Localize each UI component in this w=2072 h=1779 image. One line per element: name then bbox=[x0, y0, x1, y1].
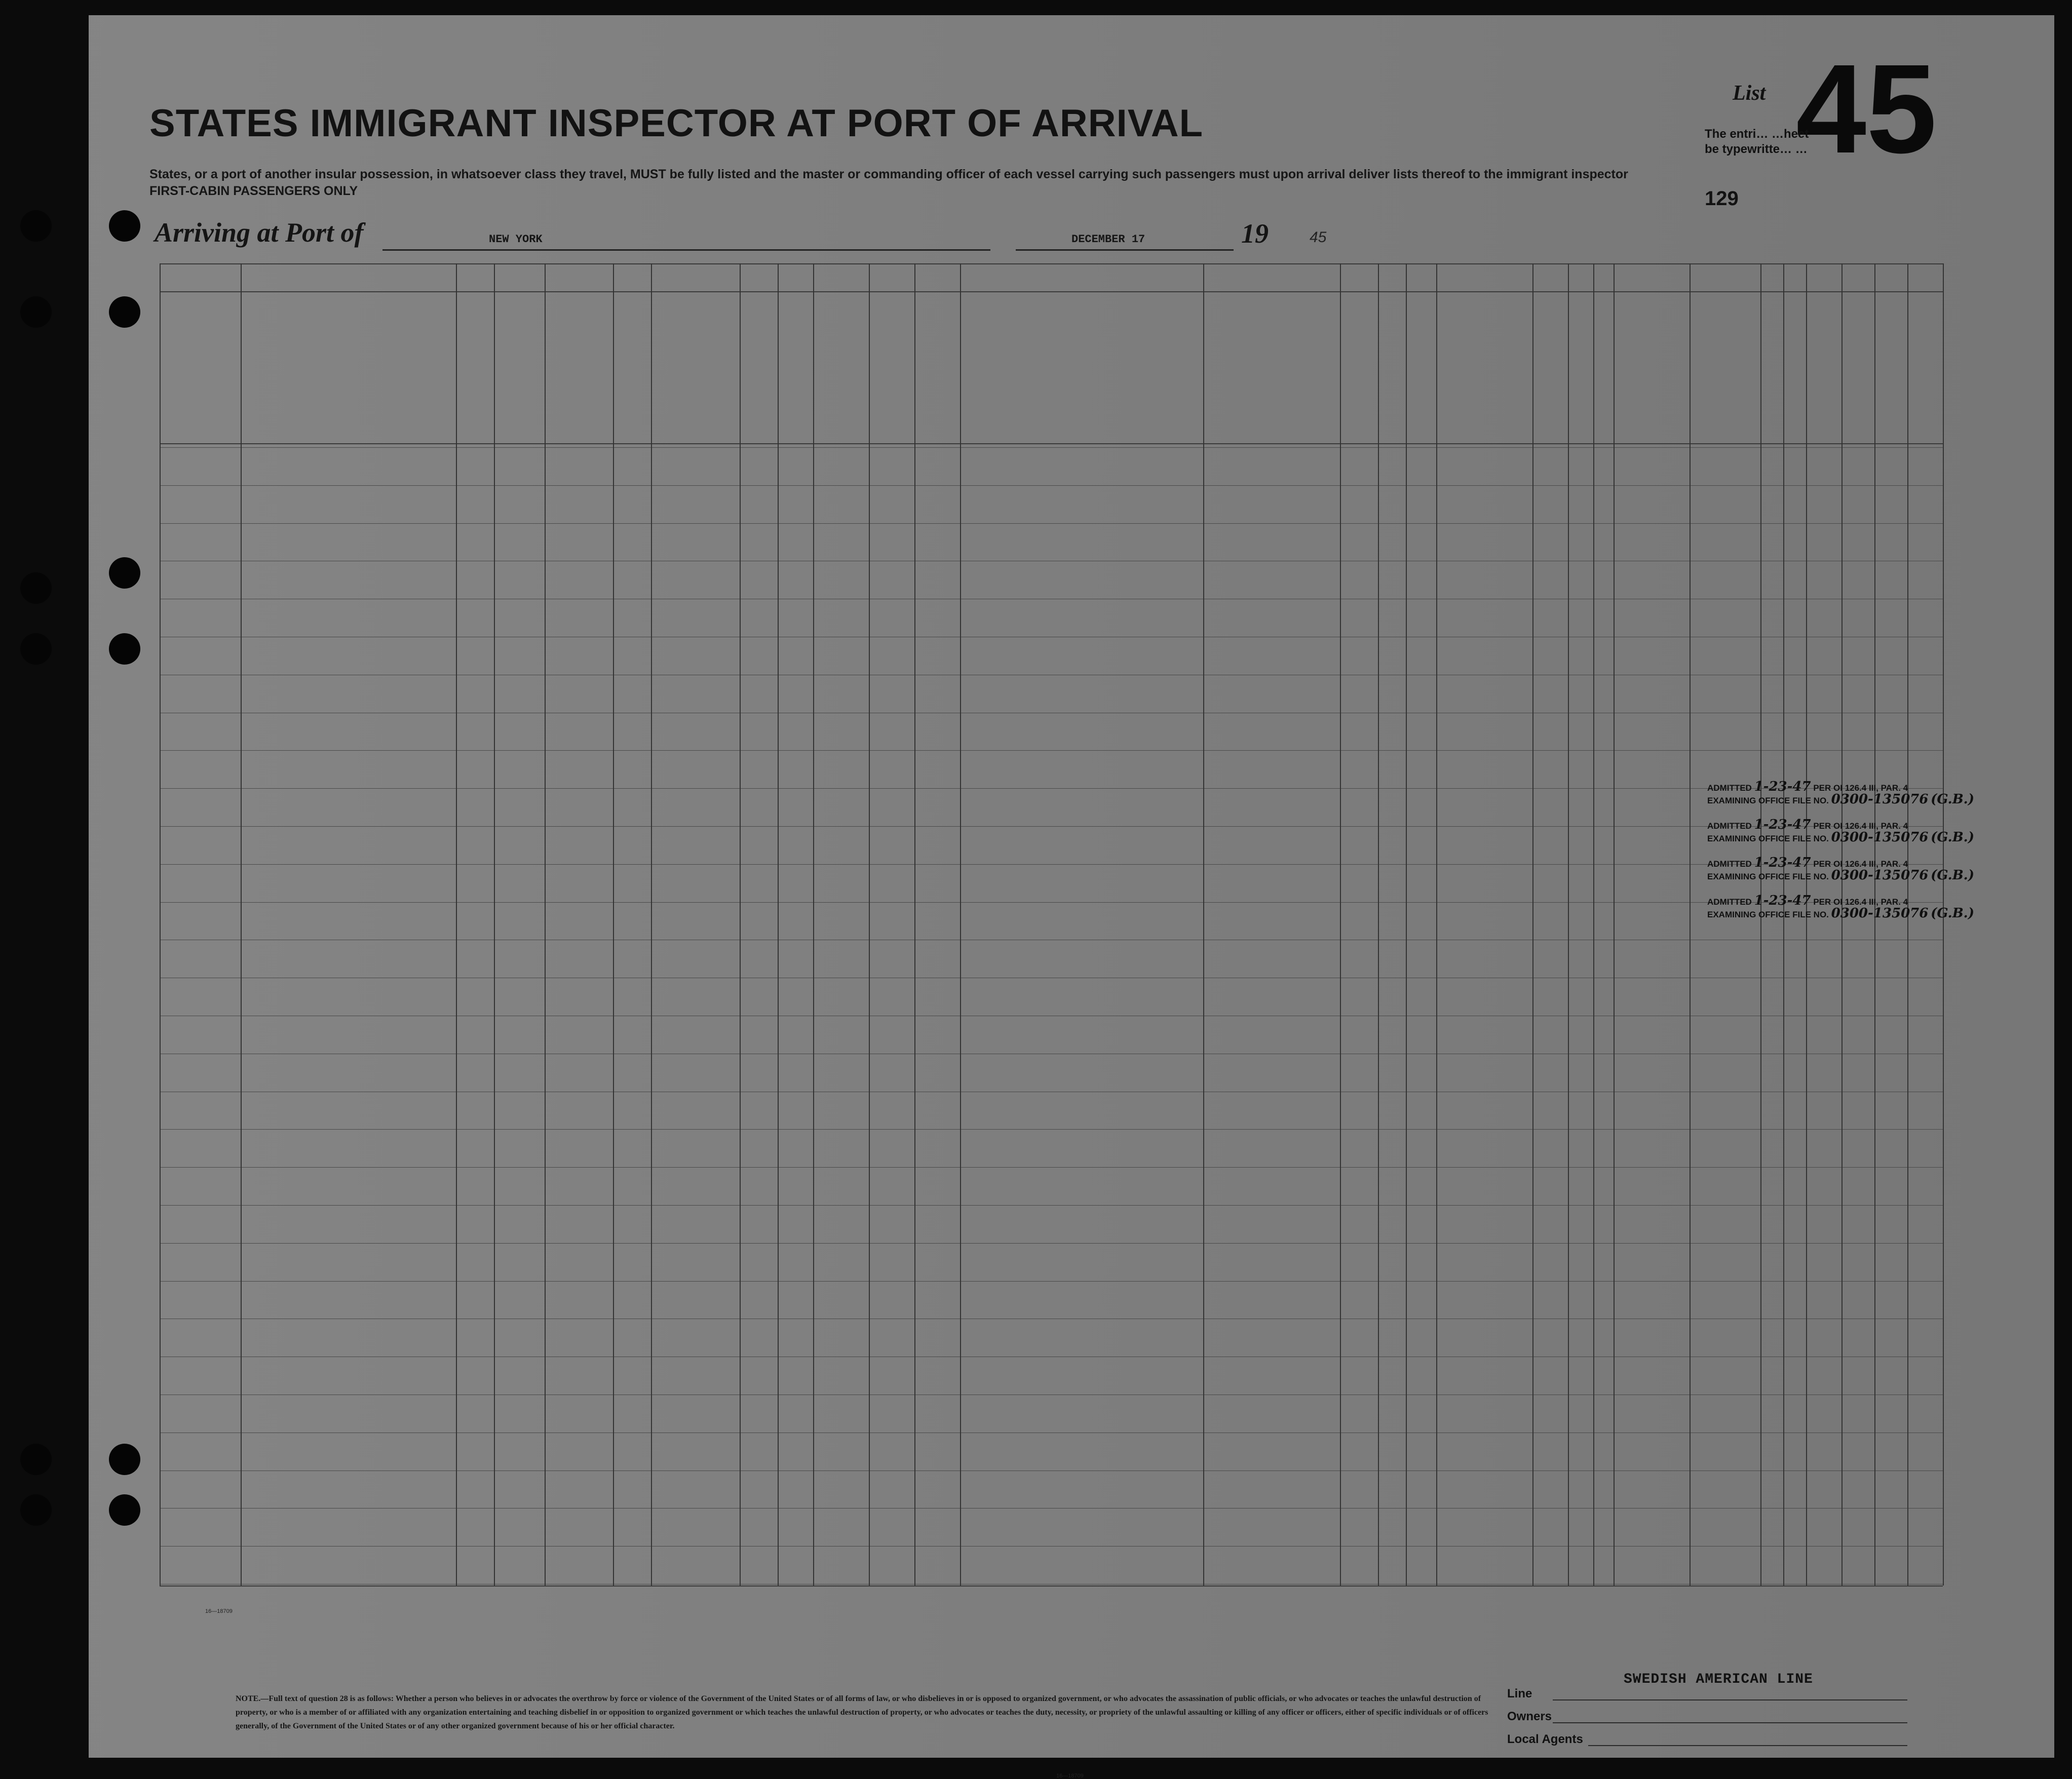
stamp-file: 0300-135076 bbox=[1831, 830, 1929, 845]
list-number: 45 bbox=[1796, 38, 1937, 179]
header-instructions: States, or a port of another insular possession, in whatsoever class they travel, MUST be fully listed and the master or commanding officer of each vessel carrying such passengers must upon arrival deliver lists thereof to the immigrant inspector bbox=[149, 167, 1628, 181]
admission-stamp bbox=[1707, 781, 1974, 806]
port-line bbox=[382, 249, 990, 251]
stamp-admitted: ADMITTED bbox=[1707, 859, 1752, 869]
grid-row-line bbox=[160, 750, 1943, 751]
binder-hole bbox=[20, 572, 52, 604]
stamp-initials: (G.B.) bbox=[1931, 867, 1975, 883]
binder-hole bbox=[109, 296, 140, 328]
binder-hole bbox=[109, 633, 140, 665]
header-class-note: FIRST-CABIN PASSENGERS ONLY bbox=[149, 184, 358, 198]
grid-vline bbox=[1593, 263, 1594, 1585]
list-label: List bbox=[1733, 82, 1766, 105]
local-agents-label: Local Agents bbox=[1507, 1732, 1583, 1746]
binder-hole bbox=[109, 1444, 140, 1475]
date-value: DECEMBER 17 bbox=[1071, 233, 1145, 246]
grid-row-line bbox=[160, 1508, 1943, 1509]
stamp-examining: EXAMINING OFFICE FILE NO. bbox=[1707, 909, 1829, 919]
stamp-per: PER OI 126.4 III, PAR. 4 bbox=[1813, 897, 1908, 907]
stamp-date: 1-23-47 bbox=[1754, 855, 1811, 870]
year-suffix: 45 bbox=[1310, 229, 1327, 246]
stamp-examining: EXAMINING OFFICE FILE NO. bbox=[1707, 834, 1829, 843]
stamp-per: PER OI 126.4 III, PAR. 4 bbox=[1813, 821, 1908, 831]
grid-vline bbox=[1340, 263, 1341, 1585]
form-code-left: 16—18709 bbox=[205, 1608, 233, 1614]
grid-vline bbox=[1760, 263, 1761, 1585]
page-title: STATES IMMIGRANT INSPECTOR AT PORT OF ARRIVAL bbox=[149, 102, 1204, 145]
grid-row-line bbox=[160, 523, 1943, 524]
binder-hole bbox=[20, 210, 52, 242]
grid-vline bbox=[1806, 263, 1807, 1585]
grid-vline bbox=[740, 263, 741, 1585]
grid-row-line bbox=[160, 1281, 1943, 1282]
form-code-right: 16—18709 bbox=[1056, 1773, 1084, 1779]
grid-row-line bbox=[160, 1167, 1943, 1168]
stamp-per: PER OI 126.4 III, PAR. 4 bbox=[1813, 783, 1908, 793]
grid-row-line bbox=[160, 864, 1943, 865]
grid-vline bbox=[1874, 263, 1875, 1585]
grid-hline bbox=[160, 263, 1943, 264]
arriving-label: Arriving at Port of bbox=[155, 217, 364, 248]
stamp-initials: (G.B.) bbox=[1931, 905, 1975, 921]
grid-vline bbox=[1378, 263, 1379, 1585]
grid-vline bbox=[1943, 263, 1944, 1585]
stamp-admitted: ADMITTED bbox=[1707, 821, 1752, 831]
grid-vline bbox=[1406, 263, 1407, 1585]
grid-vline bbox=[960, 263, 961, 1585]
grid-vline bbox=[613, 263, 614, 1585]
grid-vline bbox=[1614, 263, 1615, 1585]
grid-vline bbox=[914, 263, 915, 1585]
stamp-date: 1-23-47 bbox=[1754, 779, 1811, 795]
admission-stamp bbox=[1707, 857, 1974, 882]
binder-hole bbox=[20, 296, 52, 328]
stamp-date: 1-23-47 bbox=[1754, 817, 1811, 832]
grid-row-line bbox=[160, 902, 1943, 903]
grid-row-line bbox=[160, 1205, 1943, 1206]
grid-vline bbox=[241, 263, 242, 1585]
line-label: Line bbox=[1507, 1687, 1532, 1700]
manifest-sheet bbox=[89, 15, 2054, 1779]
binder-hole bbox=[109, 210, 140, 242]
grid-vline bbox=[545, 263, 546, 1585]
shipping-line-name: SWEDISH AMERICAN LINE bbox=[1624, 1672, 1813, 1687]
grid-row-line bbox=[160, 826, 1943, 827]
binder-hole bbox=[20, 633, 52, 665]
grid-hline bbox=[160, 1585, 1943, 1587]
stamp-file: 0300-135076 bbox=[1831, 867, 1929, 883]
local-agents-field bbox=[1588, 1745, 1907, 1746]
entries-note: The entri… …heet be typewritte… … bbox=[1705, 127, 1809, 156]
grid-row-line bbox=[160, 485, 1943, 486]
grid-vline bbox=[1690, 263, 1691, 1585]
stamp-examining: EXAMINING OFFICE FILE NO. bbox=[1707, 871, 1829, 881]
sheet-number: 129 bbox=[1705, 187, 1739, 210]
admission-stamp bbox=[1707, 819, 1974, 844]
grid-hline bbox=[160, 443, 1943, 444]
grid-row-line bbox=[160, 1243, 1943, 1244]
stamp-per: PER OI 126.4 III, PAR. 4 bbox=[1813, 859, 1908, 869]
stamp-file: 0300-135076 bbox=[1831, 792, 1929, 807]
grid-vline bbox=[869, 263, 870, 1585]
stamp-admitted: ADMITTED bbox=[1707, 897, 1752, 907]
grid-vline bbox=[1907, 263, 1908, 1585]
stamp-initials: (G.B.) bbox=[1931, 792, 1975, 807]
grid-vline bbox=[456, 263, 457, 1585]
stamp-file: 0300-135076 bbox=[1831, 905, 1929, 921]
grid-vline bbox=[778, 263, 779, 1585]
line-field bbox=[1553, 1699, 1907, 1700]
admission-stamp bbox=[1707, 895, 1974, 920]
year-prefix: 19 bbox=[1241, 218, 1269, 249]
binder-hole bbox=[109, 1494, 140, 1526]
grid-row-line bbox=[160, 1129, 1943, 1130]
footnote-question-28: NOTE.—Full text of question 28 is as follows: Whether a person who believes in or advocates the overthrow by force or violence of the Government of the United States or of all forms of law, or who disbelieves in or is opposed to organized government, or who advocates the assassination of public officials, or who advocates or teaches the unlawful destruction of property, or who is a member of or affiliated with any organization entertaining and teaching disbelief in or opposition to organized government or which teaches the unlawful destruction of property, or who advocates or teaches the duty, necessity, or propriety of the unlawful assaulting or killing of any officer or officers, either of specific individuals or of officers generally, of the Government of the United States or of any other organized government because of his or her official character. bbox=[236, 1694, 1488, 1730]
grid-vline bbox=[813, 263, 814, 1585]
owners-field bbox=[1553, 1722, 1907, 1723]
grid-vline bbox=[1436, 263, 1437, 1585]
binder-hole bbox=[20, 1444, 52, 1475]
grid-vline bbox=[1532, 263, 1533, 1585]
grid-vline bbox=[1568, 263, 1569, 1585]
date-line bbox=[1016, 249, 1234, 251]
stamp-examining: EXAMINING OFFICE FILE NO. bbox=[1707, 796, 1829, 806]
stamp-date: 1-23-47 bbox=[1754, 893, 1811, 908]
stamp-initials: (G.B.) bbox=[1931, 830, 1975, 845]
binder-hole bbox=[20, 1494, 52, 1526]
stamp-admitted: ADMITTED bbox=[1707, 783, 1752, 793]
grid-row-line bbox=[160, 447, 1943, 448]
grid-vline bbox=[1783, 263, 1784, 1585]
grid-vline bbox=[1841, 263, 1843, 1585]
binder-hole bbox=[109, 557, 140, 589]
owners-label: Owners bbox=[1507, 1710, 1552, 1723]
grid-vline bbox=[1203, 263, 1204, 1585]
grid-hline bbox=[160, 291, 1943, 292]
grid-vline bbox=[494, 263, 495, 1585]
grid-row-line bbox=[160, 788, 1943, 789]
grid-vline bbox=[651, 263, 652, 1585]
port-value: NEW YORK bbox=[489, 233, 543, 246]
grid-vline bbox=[160, 263, 161, 1585]
